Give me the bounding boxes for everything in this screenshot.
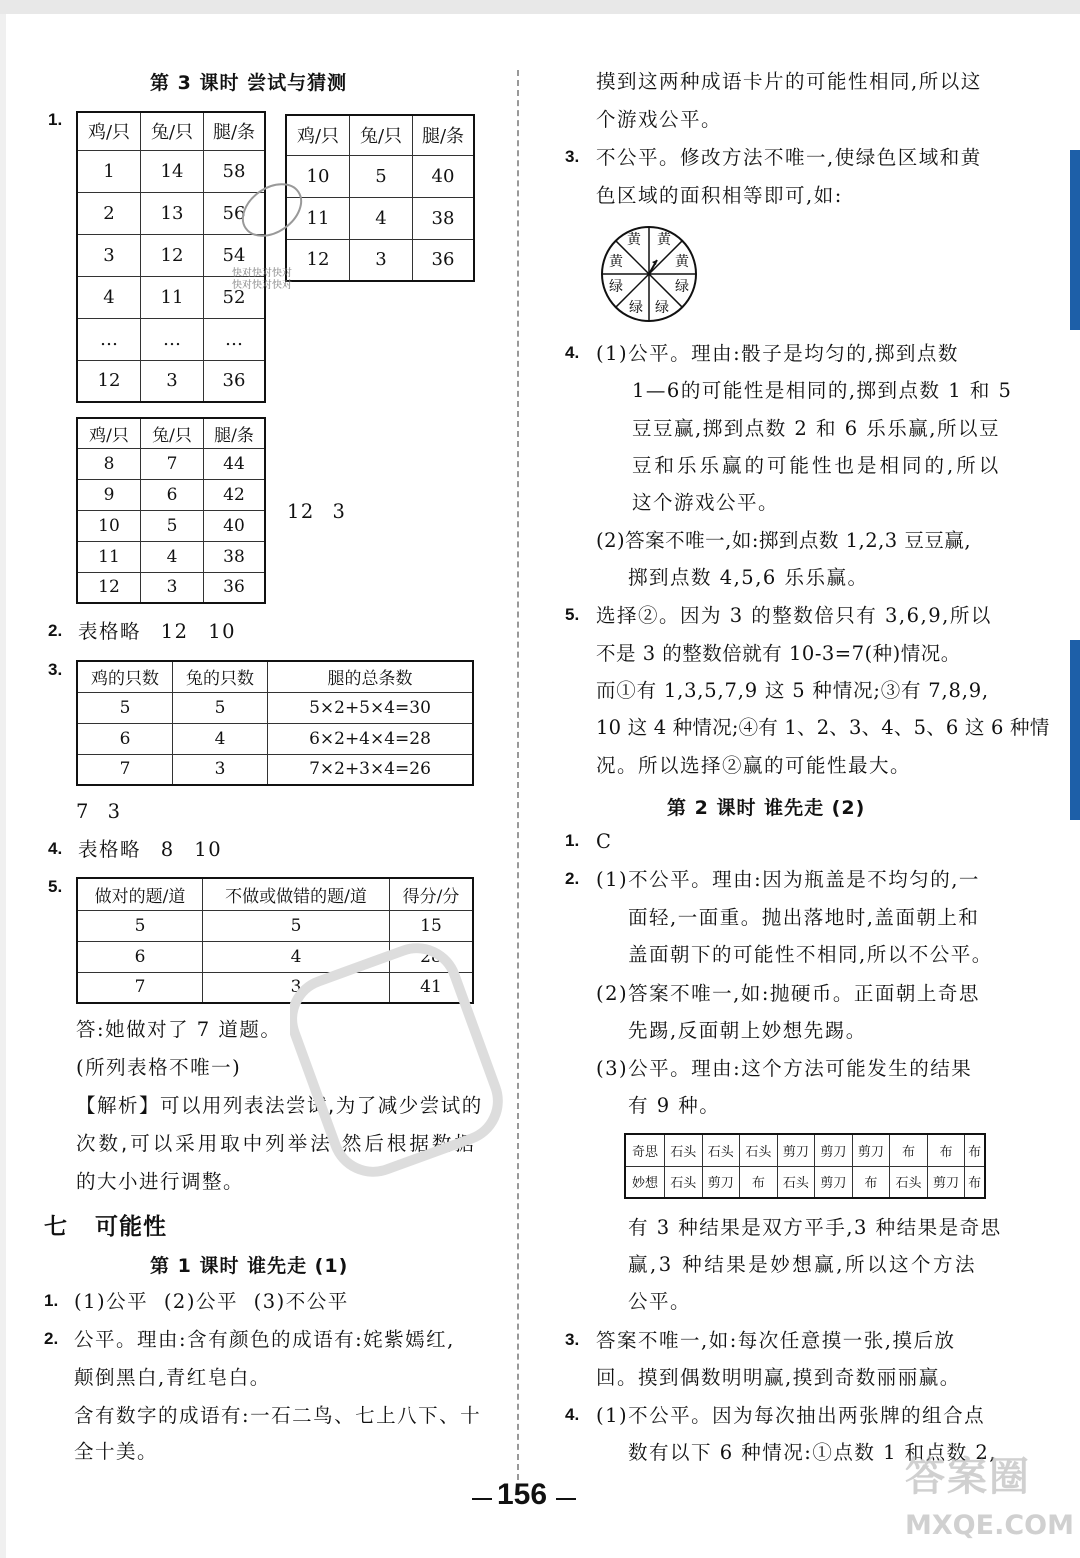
table-cell: 28 (390, 941, 474, 972)
answer-text: (1)公平。理由:骰子是均匀的,掷到点数 (596, 342, 959, 365)
column-divider (517, 70, 519, 1480)
question-number: 3. (48, 660, 63, 679)
table-cell: 石头 (702, 1134, 740, 1166)
answer-text: 摸到这两种成语卡片的可能性相同,所以这 (596, 70, 982, 93)
table-cell: 8 (77, 448, 141, 479)
table-cell: 6×2+4×4=28 (268, 723, 474, 754)
answer-text: 赢,3 种结果是妙想赢,所以这个方法 (628, 1253, 978, 1276)
table-cell: 7×2+3×4=26 (268, 754, 474, 785)
answer-text: 有 9 种。 (628, 1094, 721, 1117)
chapter-title: 七 可能性 (44, 1214, 168, 1240)
table-cell: … (141, 318, 204, 360)
table-header: 鸡/只 (286, 115, 350, 155)
table-cell: 布 (965, 1166, 985, 1198)
table-cell: 剪刀 (852, 1134, 890, 1166)
question-number: 4. (565, 1405, 580, 1424)
table-cell: 石头 (665, 1134, 703, 1166)
spinner-label: 黄 (627, 232, 641, 248)
table-cell: 42 (204, 479, 266, 510)
table-cell: 4 (77, 276, 141, 318)
table-cell: 36 (413, 239, 475, 281)
question-number: 1. (565, 831, 580, 850)
table-cell: 40 (413, 155, 475, 197)
table-header: 兔/只 (350, 115, 413, 155)
table-header: 兔/只 (141, 418, 204, 448)
table-cell: 12 (286, 239, 350, 281)
question-number: 3. (565, 147, 580, 166)
watermark-logo (905, 1445, 1075, 1555)
answer-text: 选择②。因为 3 的整数倍只有 3,6,9,所以 (596, 604, 992, 627)
lesson-title: 第 2 课时 谁先走 (2) (667, 797, 866, 819)
question-number: 4. (48, 839, 63, 858)
table-cell: 3 (141, 360, 204, 402)
table-cell: 6 (77, 941, 203, 972)
lesson-title: 第 3 课时 尝试与猜测 (150, 72, 348, 94)
table-cell: 4 (173, 723, 268, 754)
table-cell: 剪刀 (815, 1166, 853, 1198)
spinner-label: 绿 (629, 300, 643, 316)
table-header: 腿/条 (204, 418, 266, 448)
answer-text: (1)不公平。理由:因为瓶盖是不均匀的,一 (596, 868, 980, 891)
table-cell: 52 (204, 276, 266, 318)
answer-text: 况。所以选择②赢的可能性最大。 (596, 754, 912, 777)
answer-text: 而①有 1,3,5,7,9 这 5 种情况;③有 7,8,9, (596, 679, 989, 702)
table-cell: 5 (350, 155, 413, 197)
table-cell: 2 (77, 192, 141, 234)
table-cell: 12 (77, 572, 141, 603)
table-cell: 布 (890, 1134, 928, 1166)
answer-text: (2)答案不唯一,如:抛硬币。正面朝上奇思 (596, 982, 980, 1005)
table-header: 妙想 (625, 1166, 665, 1198)
data-table (76, 660, 474, 786)
stamp-text: 快对快对快对 (232, 280, 292, 291)
spinner-label: 绿 (675, 279, 689, 295)
answer-text: 7 3 (76, 800, 122, 823)
answer-text: 12 3 (287, 500, 347, 523)
data-table (285, 114, 475, 282)
answer-text: 1—6的可能性是相同的,掷到点数 1 和 5 (632, 379, 1013, 402)
edge-tab-marker (1070, 150, 1080, 330)
table-cell: 4 (203, 941, 390, 972)
table-cell: 布 (927, 1134, 965, 1166)
table-cell: 5 (203, 910, 390, 941)
answer-text: 不是 3 的整数倍就有 10-3=7(种)情况。 (596, 642, 961, 665)
spinner-label: 绿 (609, 279, 623, 295)
table-cell: 布 (965, 1134, 985, 1166)
page-dash-right (556, 1498, 576, 1500)
table-header: 腿/条 (413, 115, 475, 155)
table-cell: 5×2+5×4=30 (268, 692, 474, 723)
data-table (76, 417, 266, 604)
spinner-label: 绿 (655, 300, 669, 316)
note-text: (所列表格不唯一) (76, 1056, 242, 1079)
table-cell: 剪刀 (815, 1134, 853, 1166)
analysis-text: 【解析】可以用列表法尝试,为了减少尝试的 (76, 1094, 483, 1117)
table-cell: 布 (740, 1166, 778, 1198)
table-cell: 5 (173, 692, 268, 723)
answer-text: 回。摸到偶数明明赢,摸到奇数丽丽赢。 (596, 1366, 961, 1389)
table-header: 腿的总条数 (268, 661, 474, 692)
table-header: 兔的只数 (173, 661, 268, 692)
table-cell: 4 (350, 197, 413, 239)
stamp-text: 快对快对快对 (232, 268, 292, 279)
table-cell: 3 (350, 239, 413, 281)
table-cell: … (77, 318, 141, 360)
table-cell: 6 (77, 723, 173, 754)
table-cell: 14 (141, 150, 204, 192)
table-cell: 36 (204, 360, 266, 402)
table-cell: 5 (77, 910, 203, 941)
table-header: 兔/只 (141, 112, 204, 150)
question-number: 5. (565, 605, 580, 624)
answer-text: 掷到点数 4,5,6 乐乐赢。 (628, 566, 869, 589)
answer-text: 有 3 种结果是双方平手,3 种结果是奇思 (628, 1216, 1002, 1239)
answer-text: 颠倒黑白,青红皂白。 (74, 1366, 271, 1389)
table-cell: 3 (77, 234, 141, 276)
watermark-logo-text: 答案圈 (905, 1454, 1031, 1500)
page-number: 156 (497, 1478, 548, 1511)
answer-text: (2)答案不唯一,如:掷到点数 1,2,3 豆豆赢, (596, 529, 972, 552)
question-number: 3. (565, 1330, 580, 1349)
table-header: 鸡/只 (77, 418, 141, 448)
spinner-diagram (594, 224, 704, 324)
question-number: 4. (565, 343, 580, 362)
question-number: 2. (44, 1329, 59, 1348)
answer-text: (1)公平 (2)公平 (3)不公平 (74, 1290, 349, 1313)
table-cell: 石头 (890, 1166, 928, 1198)
spinner-label: 黄 (675, 254, 689, 270)
table-header: 鸡/只 (77, 112, 141, 150)
table-cell: 6 (141, 479, 204, 510)
question-number: 1. (48, 110, 63, 129)
answer-text: 先踢,反面朝上妙想先踢。 (628, 1019, 867, 1042)
table-cell: 10 (77, 510, 141, 541)
table-cell: 12 (77, 360, 141, 402)
table-cell: 11 (286, 197, 350, 239)
answer-text: 答案不唯一,如:每次任意摸一张,摸后放 (596, 1329, 956, 1352)
answer-text: 答:她做对了 7 道题。 (76, 1018, 282, 1041)
table-cell: 38 (413, 197, 475, 239)
table-cell: 40 (204, 510, 266, 541)
question-number: 2. (48, 621, 63, 640)
table-cell: 1 (77, 150, 141, 192)
table-header: 不做或做错的题/道 (203, 878, 390, 910)
answer-text: 数有以下 6 种情况:①点数 1 和点数 2, (628, 1441, 997, 1464)
question-number: 1. (44, 1291, 59, 1310)
spinner-label: 黄 (657, 232, 671, 248)
top-scan-band (0, 0, 1080, 14)
left-scan-edge (0, 14, 6, 1558)
watermark-url: MXQE.COM (905, 1510, 1074, 1541)
answer-text: (1)不公平。因为每次抽出两张牌的组合点 (596, 1404, 986, 1427)
table-header: 奇思 (625, 1134, 665, 1166)
table-cell: 3 (203, 972, 390, 1003)
table-cell: 11 (77, 541, 141, 572)
table-header: 得分/分 (390, 878, 474, 910)
answer-text: 表格略 12 10 (78, 620, 237, 643)
outcome-table (624, 1133, 986, 1199)
question-number: 5. (48, 877, 63, 896)
analysis-text: 的大小进行调整。 (76, 1170, 245, 1193)
page-dash-left (472, 1498, 492, 1500)
table-cell: 石头 (740, 1134, 778, 1166)
spinner-label: 黄 (609, 254, 623, 270)
stamp-circle-icon (232, 170, 312, 250)
table-cell: … (204, 318, 266, 360)
answer-text: 不公平。修改方法不唯一,使绿色区域和黄 (596, 146, 982, 169)
answer-text: 豆和乐乐赢的可能性也是相同的,所以 (632, 454, 1002, 477)
table-cell: 44 (204, 448, 266, 479)
answer-text: 面轻,一面重。抛出落地时,盖面朝上和 (628, 906, 980, 929)
table-cell: 7 (77, 754, 173, 785)
table-cell: 58 (204, 150, 266, 192)
table-cell: 11 (141, 276, 204, 318)
table-cell: 3 (141, 572, 204, 603)
answer-text: 盖面朝下的可能性不相同,所以不公平。 (628, 943, 993, 966)
answer-text: 这个游戏公平。 (632, 491, 780, 514)
answer-text: C (596, 830, 613, 853)
analysis-text: 次数,可以采用取中列举法,然后根据数据 (76, 1132, 477, 1155)
answer-text: 豆豆赢,掷到点数 2 和 6 乐乐赢,所以豆 (632, 417, 1001, 440)
answer-text: 个游戏公平。 (596, 108, 723, 131)
table-cell: 剪刀 (777, 1134, 815, 1166)
question-number: 2. (565, 869, 580, 888)
table-header: 腿/条 (204, 112, 266, 150)
answer-text: 公平。 (628, 1290, 692, 1313)
data-table (76, 111, 266, 403)
table-cell: 13 (141, 192, 204, 234)
table-cell: 5 (77, 692, 173, 723)
table-cell: 4 (141, 541, 204, 572)
table-header: 做对的题/道 (77, 878, 203, 910)
table-cell: 布 (852, 1166, 890, 1198)
table-cell: 石头 (777, 1166, 815, 1198)
answer-text: (3)公平。理由:这个方法可能发生的结果 (596, 1057, 973, 1080)
answer-text: 含有数字的成语有:一石二鸟、七上八下、十 (74, 1404, 482, 1427)
table-cell: 3 (173, 754, 268, 785)
table-cell: 38 (204, 541, 266, 572)
table-cell: 5 (141, 510, 204, 541)
table-cell: 41 (390, 972, 474, 1003)
edge-tab-marker (1070, 640, 1080, 820)
table-header: 鸡的只数 (77, 661, 173, 692)
table-cell: 石头 (665, 1166, 703, 1198)
table-cell: 9 (77, 479, 141, 510)
table-cell: 15 (390, 910, 474, 941)
table-cell: 54 (204, 234, 266, 276)
answer-text: 10 这 4 种情况;④有 1、2、3、4、5、6 这 6 种情 (596, 716, 1050, 739)
stamp-watermark (232, 268, 292, 292)
table-cell: 剪刀 (702, 1166, 740, 1198)
background-watermark-icon (290, 930, 510, 1190)
table-cell: 7 (141, 448, 204, 479)
table-cell: 12 (141, 234, 204, 276)
table-cell: 7 (77, 972, 203, 1003)
table-cell: 56 (204, 192, 266, 234)
answer-text: 表格略 8 10 (78, 838, 223, 861)
table-cell: 剪刀 (927, 1166, 965, 1198)
lesson-title: 第 1 课时 谁先走 (1) (150, 1255, 349, 1277)
answer-text: 公平。理由:含有颜色的成语有:姹紫嫣红, (74, 1328, 455, 1351)
table-cell: 10 (286, 155, 350, 197)
answer-text: 色区域的面积相等即可,如: (596, 184, 843, 207)
answer-text: 全十美。 (74, 1440, 159, 1463)
table-cell: 36 (204, 572, 266, 603)
